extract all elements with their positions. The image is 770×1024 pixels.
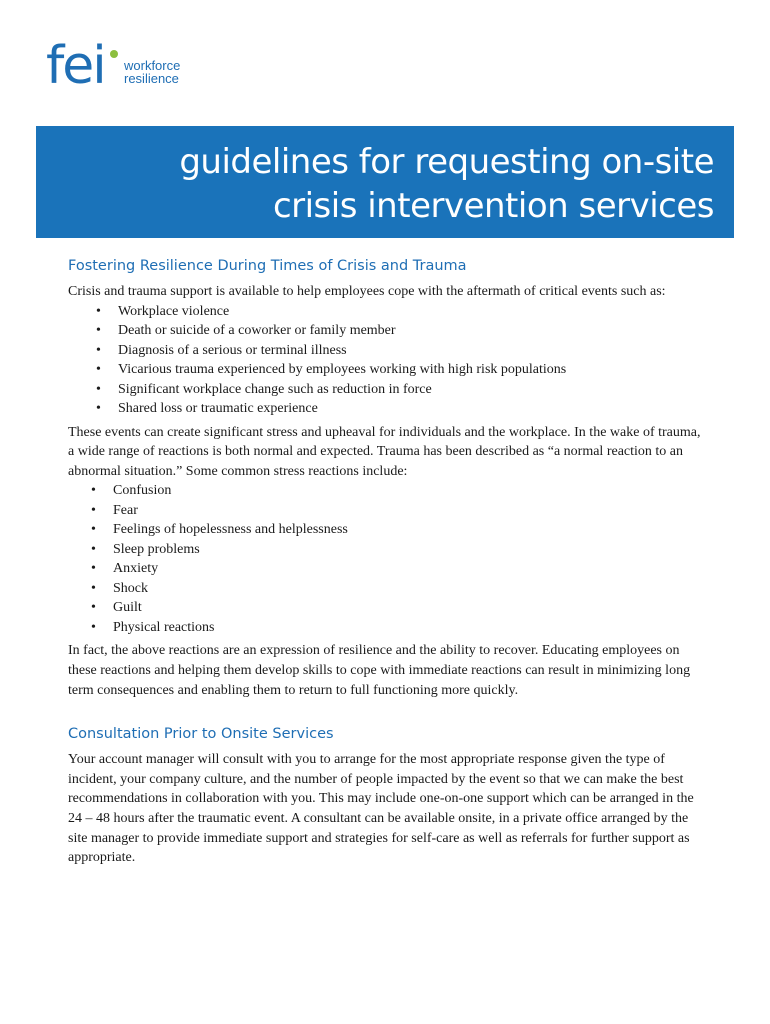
bullet-icon: • <box>96 342 101 358</box>
list-item-text: Workplace violence <box>118 303 230 319</box>
bullet-icon: • <box>91 502 96 518</box>
stress-reactions-list <box>91 481 708 637</box>
list-item <box>96 360 708 380</box>
list-item-text: Vicarious trauma experienced by employees working with high risk populations <box>118 362 567 378</box>
list-item <box>96 380 708 400</box>
bullet-icon: • <box>91 580 96 596</box>
bullet-icon: • <box>91 600 96 616</box>
logo-tagline <box>124 59 180 85</box>
list-item <box>91 598 708 618</box>
logo-wordmark: fei <box>46 36 105 96</box>
list-item <box>96 302 708 322</box>
document-body <box>68 256 708 868</box>
bullet-icon: • <box>91 522 96 538</box>
list-item-text: Confusion <box>113 483 172 499</box>
bullet-icon: • <box>96 323 101 339</box>
bullet-icon: • <box>91 541 96 557</box>
logo-tagline-line2: resilience <box>124 71 179 86</box>
list-item-text: Significant workplace change such as reduction in force <box>118 381 432 397</box>
list-item-text: Feelings of hopelessness and helplessness <box>113 522 348 538</box>
bullet-icon: • <box>96 362 101 378</box>
critical-events-list <box>96 302 708 419</box>
bullet-icon: • <box>91 483 96 499</box>
document-title <box>179 140 714 228</box>
stress-paragraph: These events can create significant stress and upheaval for individuals and the workplace. In the wake of trauma, a wide range of reactions is both normal and expected. Trauma has been described as “a normal reaction to an abnormal situation.” Some common stress reactions include: <box>68 424 701 479</box>
bullet-icon: • <box>91 561 96 577</box>
title-line-2: crisis intervention services <box>272 186 714 226</box>
list-item-text: Sleep problems <box>113 541 200 557</box>
logo-dot-icon <box>110 50 118 58</box>
list-item <box>91 520 708 540</box>
list-item <box>91 618 708 638</box>
fei-logo <box>46 36 246 104</box>
bullet-icon: • <box>96 381 101 397</box>
list-item-text: Fear <box>113 502 138 518</box>
list-item-text: Death or suicide of a coworker or family member <box>118 323 396 339</box>
list-item <box>91 579 708 599</box>
intro-paragraph: Crisis and trauma support is available to help employees cope with the aftermath of critical events such as: <box>68 284 666 299</box>
list-item <box>91 540 708 560</box>
title-line-1: guidelines for requesting on-site <box>179 142 714 182</box>
consultation-paragraph: Your account manager will consult with you to arrange for the most appropriate response given the type of incident, your company culture, and the number of people impacted by the event so that we can make the best recommendations in collaboration with you. This may include one-on-one support which can be arranged in the 24 – 48 hours after the traumatic event. A consultant can be available onsite, in a private office arranged by the site manager to provide immediate support and strategies for self-care as well as referrals for further support as appropriate. <box>68 752 694 866</box>
list-item <box>91 501 708 521</box>
resilience-paragraph: In fact, the above reactions are an expression of resilience and the ability to recover. Educating employees on these reactions and helping them develop skills to cope with immediate reactions can result in minimizing long term consequences and enabling them to return to full functioning more quickly. <box>68 643 691 698</box>
title-banner <box>36 126 734 238</box>
list-item-text: Shock <box>113 580 148 596</box>
list-item <box>91 559 708 579</box>
list-item-text: Shared loss or traumatic experience <box>118 401 318 417</box>
list-item-text: Diagnosis of a serious or terminal illness <box>118 342 347 358</box>
list-item-text: Anxiety <box>113 561 159 577</box>
bullet-icon: • <box>96 401 101 417</box>
section-heading-resilience: Fostering Resilience During Times of Crisis and Trauma <box>68 258 467 274</box>
list-item <box>96 321 708 341</box>
bullet-icon: • <box>96 303 101 319</box>
bullet-icon: • <box>91 619 96 635</box>
list-item-text: Guilt <box>113 600 142 616</box>
consultation-section <box>68 724 708 868</box>
list-item <box>91 481 708 501</box>
logo-tagline-line1: workforce <box>124 58 181 73</box>
list-item <box>96 399 708 419</box>
list-item <box>96 341 708 361</box>
section-heading-consultation: Consultation Prior to Onsite Services <box>68 726 334 743</box>
list-item-text: Physical reactions <box>113 619 215 635</box>
